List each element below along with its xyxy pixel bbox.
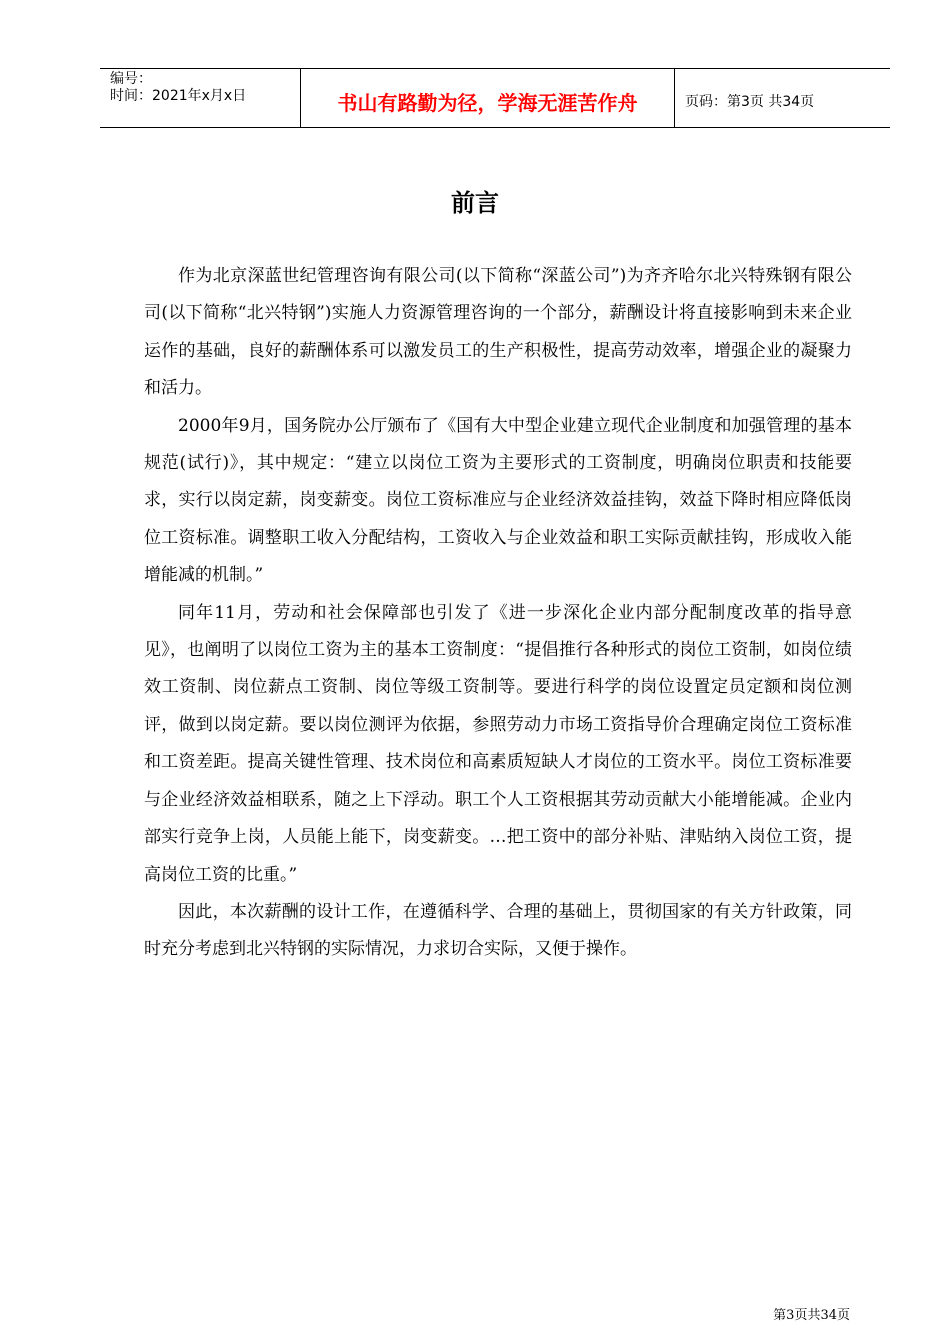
document-body <box>144 258 852 969</box>
serial-label: 编号： <box>110 71 152 87</box>
header-meta-cell <box>100 69 301 127</box>
header-page-number: 页码：第3页 共34页 <box>685 94 815 110</box>
paragraph-3: 同年11月，劳动和社会保障部也引发了《进一步深化企业内部分配制度改革的指导意见》，也阐明了以岗位工资为主的基本工资制度：“提倡推行各种形式的岗位工资制，如岗位绩效工资制、岗位薪点工资制、岗位等级工资制等。要进行科学的岗位设置定员定额和岗位测评，做到以岗定薪。要以岗位测评为依据，参照劳动力市场工资指导价合理确定岗位工资标准和工资差距。提高关键性管理、技术岗位和高素质短缺人才岗位的工资水平。岗位工资标准要与企业经济效益相联系，随之上下浮动。职工个人工资根据其劳动贡献大小能增能减。企业内部实行竞争上岗，人员能上能下，岗变薪变。…把工资中的部分补贴、津贴纳入岗位工资，提高岗位工资的比重。” <box>144 602 852 885</box>
document-title: 前言 <box>451 189 499 217</box>
header-motto-cell <box>301 69 675 127</box>
page-footer <box>773 1304 850 1323</box>
footer-page-number: 第3页共34页 <box>773 1308 850 1323</box>
page-header <box>100 68 890 128</box>
motto-text: 书山有路勤为径，学海无涯苦作舟 <box>337 90 638 115</box>
date-text: 时间：2021年x月x日 <box>110 88 247 104</box>
header-page-cell <box>675 69 890 127</box>
paragraph-2: 2000年9月，国务院办公厅颁布了《国有大中型企业建立现代企业制度和加强管理的基本规范(试行)》，其中规定：“建立以岗位工资为主要形式的工资制度，明确岗位职责和技能要求，实行以岗定薪，岗变薪变。岗位工资标准应与企业经济效益挂钩，效益下降时相应降低岗位工资标准。调整职工收入分配结构，工资收入与企业效益和职工实际贡献挂钩，形成收入能增能减的机制。” <box>144 415 852 586</box>
paragraph-4: 因此，本次薪酬的设计工作，在遵循科学、合理的基础上，贯彻国家的有关方针政策，同时充分考虑到北兴特钢的实际情况，力求切合实际，又便于操作。 <box>144 901 852 960</box>
paragraph-1: 作为北京深蓝世纪管理咨询有限公司(以下简称“深蓝公司”)为齐齐哈尔北兴特殊钢有限公司(以下简称“北兴特钢”)实施人力资源管理咨询的一个部分，薪酬设计将直接影响到未来企业运作的基础，良好的薪酬体系可以激发员工的生产积极性，提高劳动效率，增强企业的凝聚力和活力。 <box>144 266 852 399</box>
